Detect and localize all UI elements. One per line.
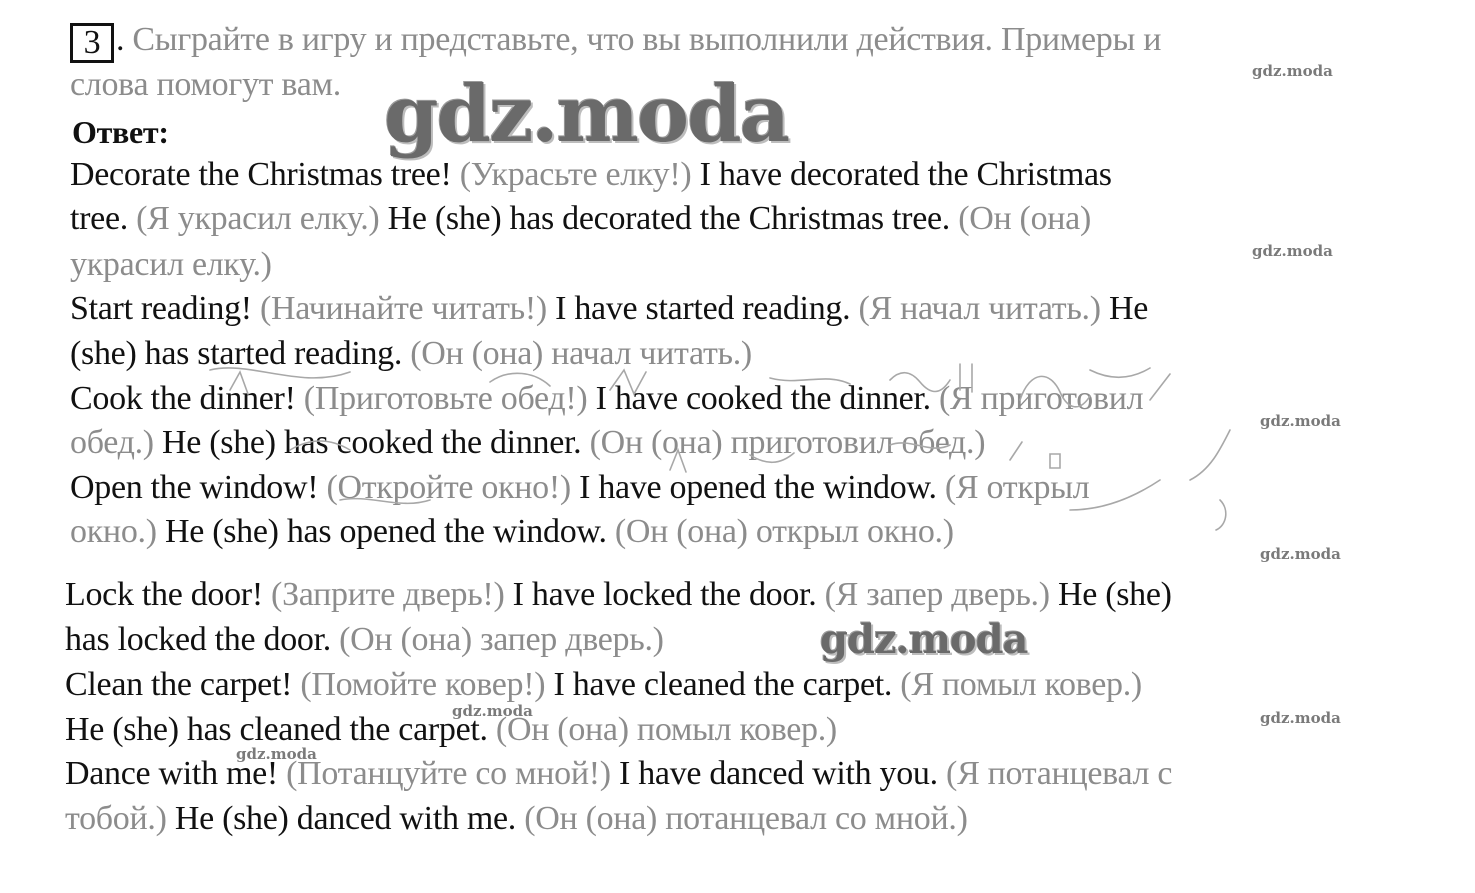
- english-phrase: Decorate the Christmas tree!: [70, 156, 460, 193]
- english-phrase: I have started reading.: [546, 290, 859, 327]
- answer-line: [70, 379, 1143, 419]
- russian-translation: (Я приготовил: [939, 380, 1144, 417]
- english-phrase: He (she) has cooked the dinner.: [153, 424, 590, 461]
- russian-translation: (Он (она) помыл ковер.): [495, 711, 837, 748]
- russian-translation: (Потанцуйте со мной!): [286, 755, 611, 792]
- answer-line: [65, 665, 1142, 705]
- watermark-big-2: gdz.moda: [820, 616, 1028, 663]
- russian-translation: (Я потанцевал с: [946, 755, 1173, 792]
- russian-translation: (Откройте окно!): [326, 469, 571, 506]
- english-phrase: I have danced with you.: [610, 755, 947, 792]
- english-phrase: He (she) has cleaned the carpet.: [65, 711, 496, 748]
- answer-line: [70, 334, 752, 374]
- english-phrase: (she) has started reading.: [70, 335, 411, 372]
- russian-translation: (Он (она) запер дверь.): [339, 621, 664, 658]
- russian-translation: (Я украсил елку.): [136, 200, 380, 237]
- english-phrase: He: [1100, 290, 1149, 327]
- watermark-small-1: gdz.moda: [1252, 62, 1333, 80]
- answer-line: [65, 620, 664, 660]
- english-phrase: has locked the door.: [65, 621, 340, 658]
- english-phrase: Clean the carpet!: [65, 666, 301, 703]
- watermark-small-2: gdz.moda: [1252, 242, 1333, 260]
- answer-line: [70, 468, 1089, 508]
- english-phrase: He (she) danced with me.: [166, 800, 525, 837]
- english-phrase: I have cleaned the carpet.: [545, 666, 901, 703]
- task-instruction-line-2: слова помогут вам.: [70, 66, 341, 103]
- english-phrase: Dance with me!: [65, 755, 287, 792]
- russian-translation: (Помойте ковер!): [300, 666, 546, 703]
- russian-translation: (Он (она) потанцевал со мной.): [524, 800, 968, 837]
- russian-translation: (Он (она): [958, 200, 1091, 237]
- russian-translation: (Я открыл: [944, 469, 1090, 506]
- russian-translation: украсил елку.): [70, 246, 272, 283]
- watermark-small-5: gdz.moda: [1260, 709, 1341, 727]
- russian-translation: (Он (она) открыл окно.): [614, 513, 954, 550]
- english-phrase: He (she): [1049, 576, 1172, 613]
- english-phrase: Open the window!: [70, 469, 327, 506]
- answer-label-text: Ответ:: [72, 114, 169, 150]
- russian-translation: (Начинайте читать!): [260, 290, 547, 327]
- english-phrase: He (she) has decorated the Christmas tree.: [379, 200, 959, 237]
- english-phrase: I have decorated the Christmas: [691, 156, 1112, 193]
- russian-translation: (Приготовьте обед!): [303, 380, 588, 417]
- english-phrase: I have cooked the dinner.: [587, 380, 939, 417]
- english-phrase: Cook the dinner!: [70, 380, 304, 417]
- watermark-big-1: gdz.moda: [384, 69, 789, 160]
- russian-translation: (Я запер дверь.): [824, 576, 1050, 613]
- task-instruction-text-1: Сыграйте в игру и представьте, что вы выполнили действия. Примеры и: [124, 21, 1162, 58]
- answer-line: [70, 423, 985, 463]
- answer-line: [70, 245, 272, 285]
- russian-translation: окно.): [70, 513, 157, 550]
- english-phrase: He (she) has opened the window.: [156, 513, 615, 550]
- russian-translation: (Украсьте елку!): [459, 156, 692, 193]
- watermark-small-7: gdz.moda: [236, 745, 317, 763]
- answer-label: [72, 112, 169, 153]
- russian-translation: тобой.): [65, 800, 167, 837]
- english-phrase: I have opened the window.: [570, 469, 945, 506]
- russian-translation: (Я начал читать.): [858, 290, 1101, 327]
- answer-line: [70, 289, 1148, 329]
- watermark-small-6: gdz.moda: [452, 702, 533, 720]
- answer-line: [70, 155, 1112, 195]
- russian-translation: (Заприте дверь!): [271, 576, 505, 613]
- english-phrase: I have locked the door.: [504, 576, 825, 613]
- russian-translation: (Он (она) начал читать.): [410, 335, 752, 372]
- watermark-small-3: gdz.moda: [1260, 412, 1341, 430]
- task-instruction-line-1: [70, 20, 1161, 63]
- english-phrase: tree.: [70, 200, 137, 237]
- task-number-dot: .: [116, 21, 125, 58]
- russian-translation: (Я помыл ковер.): [900, 666, 1142, 703]
- english-phrase: Start reading!: [70, 290, 260, 327]
- answer-line: [65, 799, 968, 839]
- answer-line: [65, 575, 1172, 615]
- english-phrase: Lock the door!: [65, 576, 272, 613]
- russian-translation: (Он (она) приготовил обед.): [589, 424, 986, 461]
- answer-line: [70, 199, 1091, 239]
- answer-line: [70, 512, 954, 552]
- watermark-small-4: gdz.moda: [1260, 545, 1341, 563]
- answer-line: [65, 710, 837, 750]
- answer-line: [65, 754, 1172, 794]
- task-number-box: 3: [70, 23, 114, 63]
- russian-translation: обед.): [70, 424, 154, 461]
